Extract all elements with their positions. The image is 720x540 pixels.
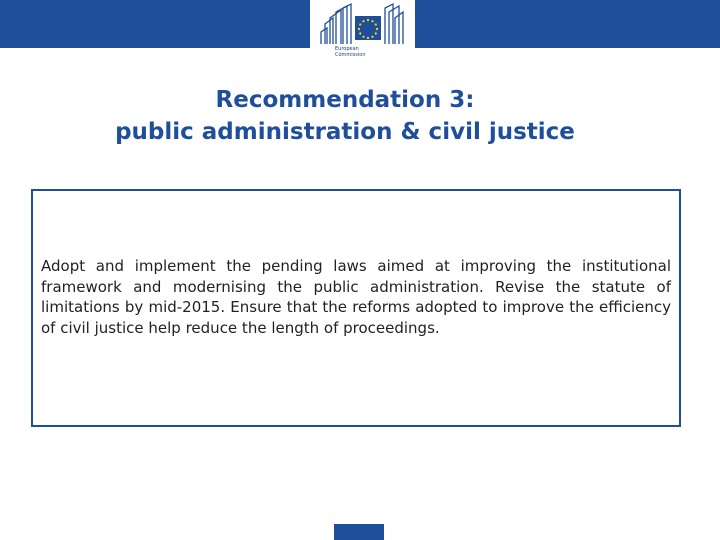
logo-text-line2: Commission bbox=[335, 52, 366, 58]
logo-text-line1: European bbox=[335, 46, 359, 52]
slide-title-line1: Recommendation 3: bbox=[215, 87, 475, 113]
recommendation-text: Adopt and implement the pending laws aimed at improving the institutional framework and modernising the public administration. Revise the statute of limitations by mid-2015. Ensure that the reforms adopted to improve the efficiency of civil justice help reduce the length of proceedings. bbox=[41, 257, 671, 337]
slide-title-line2: public administration & civil justice bbox=[115, 119, 575, 145]
slide-title bbox=[0, 84, 690, 148]
european-commission-logo-icon bbox=[315, 2, 407, 66]
recommendation-box bbox=[31, 189, 681, 427]
logo-text bbox=[335, 46, 385, 58]
footer-bar bbox=[334, 524, 384, 540]
